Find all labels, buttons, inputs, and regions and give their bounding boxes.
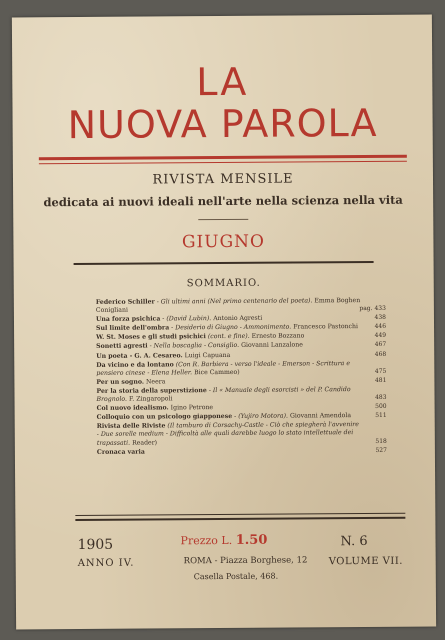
toc-description: - Nella boscaglia - Consiglio. [147,342,240,351]
toc-author: Igino Petrone [168,404,214,412]
publisher-address: ROMA - Piazza Borghese, 12 [183,555,308,567]
toc-page: 475 [374,367,387,375]
toc-author: Neera [144,378,166,386]
footer-rule-thick [75,517,405,521]
toc-title: Federico Schiller [95,298,155,306]
price-label: Prezzo L. [180,533,233,548]
toc-page: 500 [375,402,387,411]
toc-title: Per un sogno. [96,378,145,386]
volume-number: VOLUME VII. [328,555,404,568]
toc-description: - Il « Manuale degli esorcisti » del P. Candido Brognolo. [96,386,351,403]
title-rule-thin [39,161,407,165]
toc-author: Luigi Capuana [182,351,231,359]
table-of-contents [96,297,387,458]
toc-author: Bice Cammeo) [192,368,240,376]
toc-author: Ernesto Bozzano [249,332,305,341]
toc-entry [97,421,387,447]
toc-page: 481 [374,376,387,384]
toc-page: pag. 433 [359,304,386,313]
summary-heading: SOMMARIO. [186,277,261,290]
toc-description: (Con R. Barbiera - verso l'ideale - Emerson - Scrittura e pensiero cinese - Elena Heller. [96,359,351,377]
toc-title: Colloquio con un psicologo giapponese [96,413,233,422]
toc-description: - Desiderio di Giugno - Ammonimento. [169,323,292,332]
toc-author: Emma Boghen Conigliani [95,297,361,314]
divider [198,219,248,220]
toc-page: 467 [374,341,387,349]
toc-page: 511 [375,412,387,420]
price [180,533,267,549]
toc-description: - (David Lubin). [160,315,212,323]
toc-title: Una forza psichica [95,315,161,324]
toc-page: 446 [374,323,387,331]
toc-entry [96,297,386,315]
footer-rule-thin [75,513,405,516]
toc-title: Sonetti agresti [96,343,148,351]
title-rule-thick [39,155,407,161]
toc-title: W. St. Moses e gli studi psichici [96,333,206,342]
toc-author: Reader) [130,438,158,447]
issue-anno: ANNO IV. [77,557,135,570]
toc-title: Da vicino e da lontano [96,361,174,369]
toc-description: - (Yujiro Motora). [232,412,289,421]
toc-title: Col nuovo idealismo. [96,404,169,413]
toc-page: 449 [374,332,387,340]
toc-title: Sul limite dell'ombra [96,324,170,333]
title-line-2: NUOVA PAROLA [67,100,378,148]
toc-title: Un poeta - G. A. Cesareo. [96,351,183,360]
toc-page: 483 [375,393,387,401]
toc-description: (Il tamburo di Corsachy-Castle - Ciò che spiegherà l'avvenire - Due sorelle medium - Difficoltà alle quali darebbe luogo lo stato intellettuale dei trapassati. [96,421,359,447]
toc-author: Giovanni Lanzalone [239,341,303,350]
price-value: 1.50 [235,532,268,548]
toc-author: F. Zingaropoli [126,395,173,403]
toc-title: Rivista delle Riviste [96,422,166,431]
toc-page: 468 [374,350,387,358]
toc-description: - Gli ultimi anni (Nel primo centenario del poeta). [154,297,313,306]
tagline: dedicata ai nuovi ideali nell'arte nella scienza nella vita [43,192,403,210]
issue-year: 1905 [77,536,114,554]
toc-description: (cont. e fine). [205,333,250,341]
toc-entry [96,386,386,404]
toc-title: Per la storia della superstizione [96,387,207,395]
toc-title: Cronaca varia [96,448,145,456]
subtitle: RIVISTA MENSILE [152,171,294,188]
title-line-1: LA [196,59,249,105]
magazine-cover [12,15,436,630]
postal-box: Casella Postale, 468. [193,571,279,582]
toc-page: 518 [375,437,387,445]
toc-author: Giovanni Amendola [287,412,352,420]
month-rule [74,261,374,265]
issue-month: GIUGNO [181,231,266,253]
toc-entry [96,360,386,378]
issue-number: N. 6 [340,534,368,550]
toc-page: 527 [375,446,387,454]
toc-author: Francesco Pastonchi [291,323,358,331]
toc-entry [97,446,387,456]
toc-author: Antonio Agresti [211,314,263,323]
toc-page: 438 [374,314,386,322]
